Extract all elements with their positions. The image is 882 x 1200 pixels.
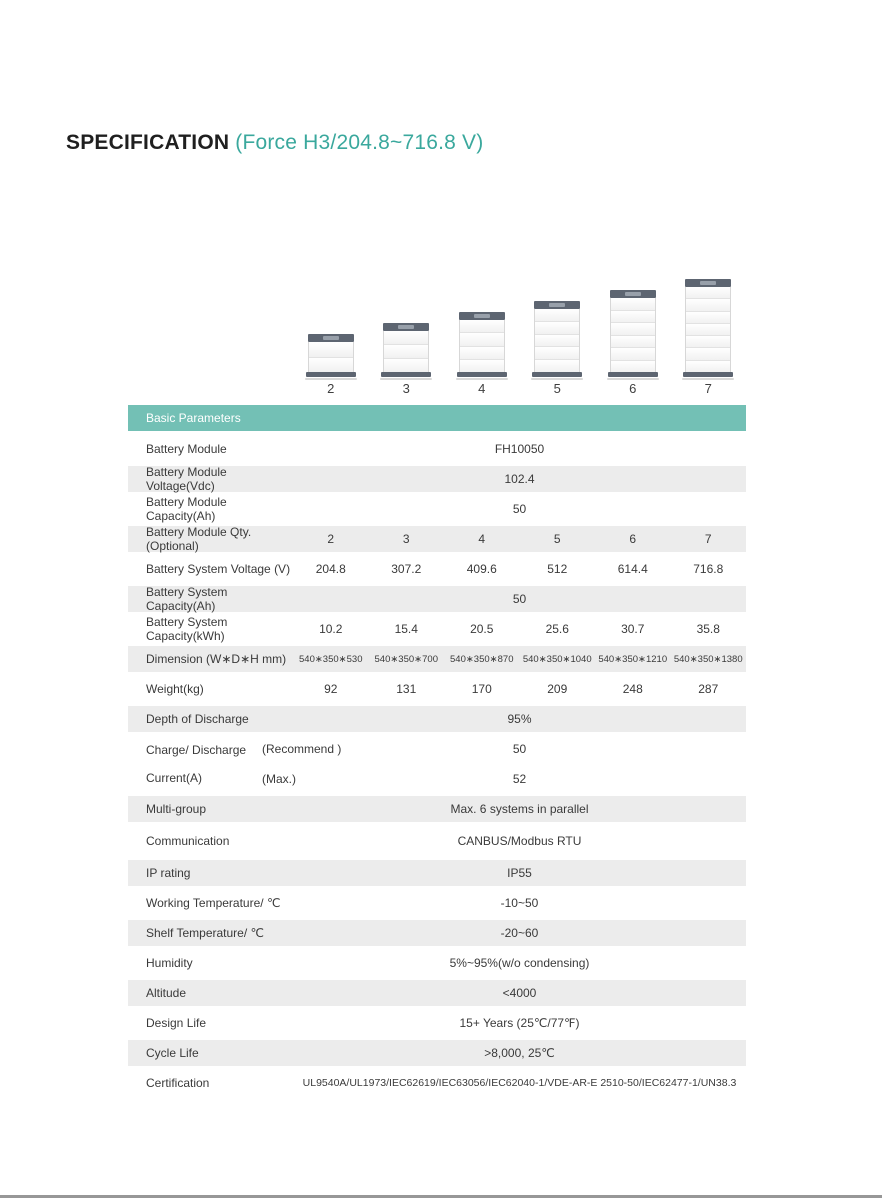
battery-tower [459, 312, 505, 380]
tower-count-labels [293, 381, 746, 396]
battery-module-segment [460, 347, 504, 360]
battery-module-segment [611, 336, 655, 349]
row-value: 540∗350∗870 [450, 653, 514, 665]
row-label: Battery Module Capacity(Ah) [146, 495, 227, 523]
brand-logo-icon [474, 314, 490, 318]
tower-base [457, 372, 507, 377]
battery-module-segment [686, 324, 730, 336]
page-title [66, 131, 483, 155]
tower-module-stack [685, 287, 731, 372]
row-value-columns [293, 682, 746, 696]
row-value: 102.4 [504, 472, 535, 486]
battery-module-segment [535, 347, 579, 360]
battery-module-segment [686, 361, 730, 372]
row-value: 540∗350∗1380 [673, 653, 743, 665]
tower-base [683, 372, 733, 377]
row-label: Cycle Life [146, 1046, 199, 1060]
page-title-model: (Force H3/204.8~716.8 V) [235, 131, 484, 154]
spec-row [128, 494, 746, 524]
battery-module-segment [611, 298, 655, 311]
battery-module-segment [309, 358, 353, 373]
row-value: 35.8 [696, 622, 720, 636]
row-value: 30.7 [621, 622, 645, 636]
row-value: 25.6 [545, 622, 569, 636]
subrow-label: (Max.) [262, 772, 296, 786]
tower-shadow [380, 378, 432, 380]
subrow-label: (Recommend ) [262, 742, 342, 756]
tower-top-cap [534, 301, 580, 309]
spec-row [128, 554, 746, 584]
row-value: UL9540A/UL1973/IEC62619/IEC63056/IEC62040-1/VDE-AR-E 2510-50/IEC62477-1/UN38.3 [302, 1077, 737, 1089]
tower-module-stack [459, 320, 505, 372]
spec-row [128, 524, 746, 554]
battery-module-segment [611, 348, 655, 361]
row-value: 4 [478, 532, 486, 546]
row-value: 5 [553, 532, 561, 546]
tower-base [532, 372, 582, 377]
battery-module-segment [611, 361, 655, 373]
battery-module-segment [460, 320, 504, 333]
tower-top-cap [685, 279, 731, 287]
row-value: 540∗350∗1040 [522, 653, 592, 665]
row-value: 307.2 [391, 562, 422, 576]
row-label: Altitude [146, 986, 187, 1000]
row-value: 204.8 [315, 562, 346, 576]
battery-tower [308, 334, 354, 380]
tower-count-label: 4 [478, 381, 486, 396]
table-section-header-label: Basic Parameters [146, 411, 241, 425]
spec-row [128, 948, 746, 978]
row-value: IP55 [507, 866, 532, 880]
row-label: Design Life [146, 1016, 207, 1030]
spec-row [128, 978, 746, 1008]
tower-count-label: 5 [553, 381, 561, 396]
row-label: Shelf Temperature/ ℃ [146, 926, 264, 940]
spec-row [128, 464, 746, 494]
subrow-value: 52 [512, 772, 527, 786]
row-value: -20~60 [500, 926, 539, 940]
battery-module-segment [611, 311, 655, 324]
tower-count-label: 2 [327, 381, 335, 396]
spec-row [128, 888, 746, 918]
row-value: 512 [547, 562, 568, 576]
spec-rows [128, 434, 746, 1098]
page-bottom-edge [0, 1195, 882, 1198]
row-value: >8,000, 25℃ [484, 1046, 555, 1060]
tower-module-stack [610, 298, 656, 372]
battery-module-segment [460, 333, 504, 346]
row-label: Battery System Capacity(Ah) [146, 585, 228, 613]
battery-tower [610, 290, 656, 380]
row-value: FH10050 [494, 442, 545, 456]
brand-logo-icon [625, 292, 641, 296]
row-label: Battery System Capacity(kWh) [146, 615, 228, 643]
spec-row [128, 918, 746, 948]
spec-row [128, 794, 746, 824]
tower-shadow [305, 378, 357, 380]
tower-top-cap [459, 312, 505, 320]
row-label: Weight(kg) [146, 682, 204, 696]
row-label: Battery Module Voltage(Vdc) [146, 465, 227, 493]
row-label: Multi-group [146, 802, 207, 816]
row-value-columns [293, 532, 746, 546]
spec-row [128, 1068, 746, 1098]
row-value: 131 [396, 682, 417, 696]
row-value: 540∗350∗530 [299, 653, 363, 665]
tower-top-cap [610, 290, 656, 298]
spec-row [128, 434, 746, 464]
row-value: 5%~95%(w/o condensing) [449, 956, 590, 970]
row-label: Working Temperature/ ℃ [146, 896, 281, 910]
tower-base [608, 372, 658, 377]
page-title-main: SPECIFICATION [66, 131, 230, 154]
brand-logo-icon [700, 281, 716, 285]
battery-module-segment [535, 360, 579, 372]
row-label: Certification [146, 1076, 210, 1090]
tower-shadow [531, 378, 583, 380]
row-value: 15.4 [394, 622, 418, 636]
spec-row [128, 858, 746, 888]
tower-module-stack [383, 331, 429, 372]
row-value: 10.2 [319, 622, 343, 636]
spec-subrow [262, 734, 746, 764]
spec-row [128, 1038, 746, 1068]
row-label: IP rating [146, 866, 191, 880]
spec-row [128, 704, 746, 734]
tower-shadow [682, 378, 734, 380]
row-subrows [262, 734, 746, 794]
tower-top-cap [308, 334, 354, 342]
battery-module-segment [686, 348, 730, 360]
battery-module-segment [686, 299, 730, 311]
tower-top-cap [383, 323, 429, 331]
row-value: CANBUS/Modbus RTU [457, 834, 582, 848]
battery-module-segment [535, 335, 579, 348]
row-value: Max. 6 systems in parallel [450, 802, 589, 816]
brand-logo-icon [323, 336, 339, 340]
row-value: 209 [547, 682, 568, 696]
spec-table [128, 405, 746, 1098]
spec-row [128, 734, 746, 794]
battery-module-segment [384, 345, 428, 359]
battery-module-segment [384, 331, 428, 345]
row-label: Battery Module Qty. (Optional) [146, 525, 252, 553]
row-value: 287 [698, 682, 719, 696]
battery-tower [383, 323, 429, 380]
row-value-columns [293, 622, 746, 636]
spec-row [128, 1008, 746, 1038]
row-value: 15+ Years (25℃/77℉) [459, 1016, 580, 1030]
brand-logo-icon [549, 303, 565, 307]
row-value: 170 [471, 682, 492, 696]
battery-module-segment [309, 342, 353, 358]
row-value: 92 [324, 682, 338, 696]
row-label: Depth of Discharge [146, 712, 249, 726]
row-value: 540∗350∗700 [374, 653, 438, 665]
row-label: Communication [146, 834, 230, 848]
table-section-header [128, 405, 746, 431]
row-label: Battery Module [146, 442, 227, 456]
row-label: Battery System Voltage (V) [146, 562, 291, 576]
row-value: 95% [507, 712, 532, 726]
spec-row [128, 584, 746, 614]
row-value: 540∗350∗1210 [598, 653, 668, 665]
row-value: 7 [704, 532, 712, 546]
row-value: 6 [629, 532, 637, 546]
row-label: Humidity [146, 956, 193, 970]
spec-row [128, 644, 746, 674]
row-value: 248 [622, 682, 643, 696]
battery-tower [685, 279, 731, 380]
row-value-columns [293, 654, 746, 665]
tower-shadow [607, 378, 659, 380]
battery-module-segment [460, 360, 504, 372]
row-value: 409.6 [466, 562, 497, 576]
spec-row [128, 614, 746, 644]
row-label: Charge/ Discharge Current(A) [146, 743, 247, 785]
row-value: 716.8 [693, 562, 724, 576]
battery-tower [534, 301, 580, 380]
tower-shadow [456, 378, 508, 380]
row-value: 3 [402, 532, 410, 546]
row-label: Dimension (W∗D∗H mm) [146, 652, 287, 666]
row-value: -10~50 [500, 896, 539, 910]
brand-logo-icon [398, 325, 414, 329]
tower-count-label: 3 [402, 381, 410, 396]
row-value: <4000 [502, 986, 537, 1000]
row-value: 2 [327, 532, 335, 546]
row-value-columns [293, 562, 746, 576]
battery-module-segment [686, 336, 730, 348]
row-value: 614.4 [617, 562, 648, 576]
battery-module-segment [686, 312, 730, 324]
tower-base [381, 372, 431, 377]
subrow-value: 50 [512, 742, 527, 756]
spec-subrow [262, 764, 746, 794]
row-value: 50 [512, 502, 527, 516]
battery-module-segment [611, 323, 655, 336]
tower-count-label: 7 [704, 381, 712, 396]
battery-module-segment [535, 309, 579, 322]
tower-base [306, 372, 356, 377]
battery-module-segment [535, 322, 579, 335]
tower-count-label: 6 [629, 381, 637, 396]
tower-module-stack [308, 342, 354, 372]
spec-row [128, 674, 746, 704]
row-value: 20.5 [470, 622, 494, 636]
battery-module-segment [686, 287, 730, 299]
battery-module-segment [384, 359, 428, 372]
spec-row [128, 824, 746, 858]
tower-module-stack [534, 309, 580, 372]
row-value: 50 [512, 592, 527, 606]
